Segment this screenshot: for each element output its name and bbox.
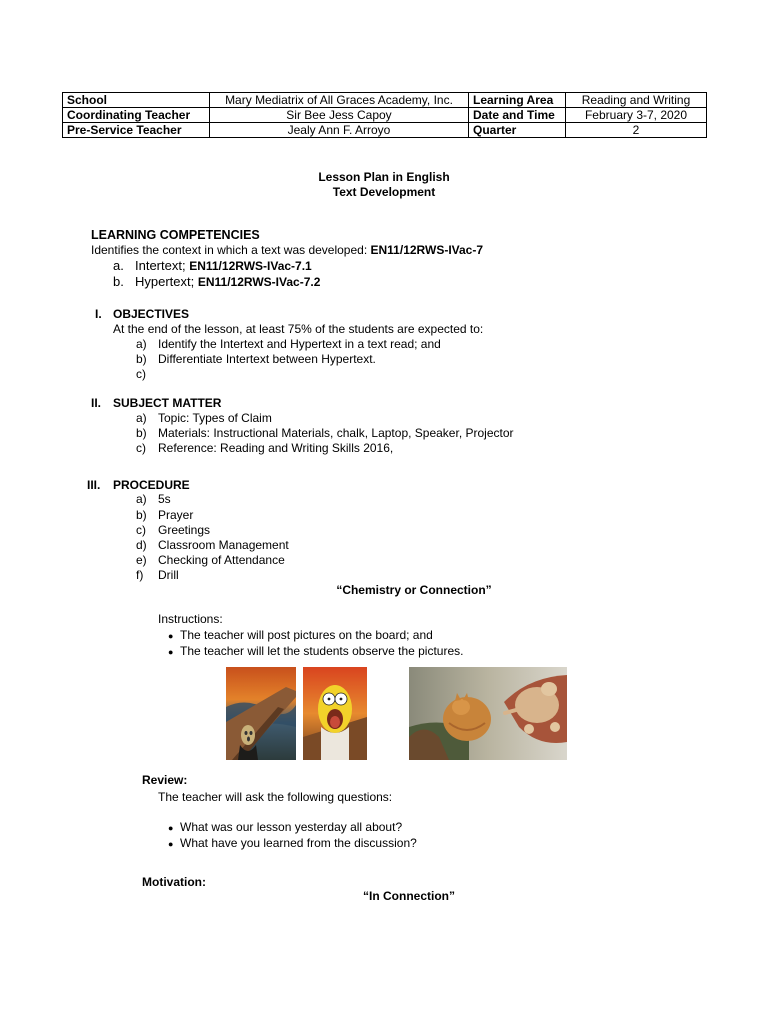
list-marker: a) (136, 337, 147, 351)
table-cell-label: Date and Time (469, 108, 566, 123)
list-item (136, 411, 272, 426)
list-item (136, 492, 171, 507)
review-heading: Review: (142, 773, 188, 787)
the-scream-painting (226, 667, 296, 760)
bullet-icon: ● (168, 839, 174, 849)
list-item-text: Identify the Intertext and Hypertext in a text read; and (158, 337, 441, 351)
list-marker: a. (113, 258, 124, 273)
motivation-heading: Motivation: (142, 875, 206, 889)
creation-parody-image (409, 667, 567, 760)
list-item (168, 628, 433, 644)
list-item (136, 352, 376, 367)
list-item (136, 426, 514, 441)
list-marker: a) (136, 411, 147, 425)
review-intro: The teacher will ask the following questions: (158, 790, 393, 804)
list-marker: b. (113, 274, 124, 289)
competency-code: EN11/12RWS-IVac-7.2 (197, 275, 321, 289)
list-item (113, 274, 320, 290)
list-item (136, 337, 441, 352)
creation-of-adam-cat-parody (409, 667, 567, 760)
list-marker: b) (136, 352, 147, 366)
list-item-text: Checking of Attendance (158, 553, 285, 567)
list-item-text: Differentiate Intertext between Hypertext. (158, 352, 376, 366)
competency-code: EN11/12RWS-IVac-7.1 (189, 259, 312, 273)
list-marker: b) (136, 426, 147, 440)
list-marker: d) (136, 538, 147, 552)
list-item-text: Classroom Management (158, 538, 289, 552)
section-numeral: III. (87, 478, 101, 492)
competencies-intro-text: Identifies the context in which a text was developed: (91, 243, 371, 257)
list-item (136, 523, 210, 538)
list-item-text: Materials: Instructional Materials, chalk, Laptop, Speaker, Projector (158, 426, 514, 440)
activity-title: “Chemistry or Connection” (336, 583, 492, 597)
document-title: Lesson Plan in English (318, 170, 450, 184)
bullet-icon: ● (168, 823, 174, 833)
list-item-text: Reference: Reading and Writing Skills 2016, (158, 441, 394, 455)
list-item (136, 553, 285, 568)
list-item (168, 820, 402, 836)
list-marker: a) (136, 492, 147, 506)
list-marker: f) (136, 568, 144, 582)
list-item-text: Drill (158, 568, 179, 582)
list-item-text: Intertext; (135, 258, 190, 273)
competencies-intro-code: EN11/12RWS-IVac-7 (370, 243, 484, 257)
table-cell-value: Sir Bee Jess Capoy (210, 108, 469, 123)
list-item (136, 441, 393, 456)
scream-image (226, 667, 296, 760)
list-item-text: The teacher will let the students observe the pictures. (180, 644, 464, 658)
instructions-label: Instructions: (158, 612, 223, 626)
list-marker: b) (136, 508, 147, 522)
bullet-icon: ● (168, 631, 174, 641)
list-item-text: What was our lesson yesterday all about? (180, 820, 403, 834)
list-item-text: Topic: Types of Claim (158, 411, 272, 425)
list-marker: c) (136, 441, 146, 455)
objectives-intro: At the end of the lesson, at least 75% of the students are expected to: (113, 322, 484, 336)
table-cell-value: Jealy Ann F. Arroyo (210, 123, 469, 138)
table-row (63, 108, 707, 123)
list-item-text: 5s (158, 492, 171, 506)
list-item (136, 508, 193, 523)
objectives-heading: OBJECTIVES (113, 307, 190, 321)
list-item-text: The teacher will post pictures on the board; and (180, 628, 433, 642)
table-cell-label: Learning Area (469, 93, 566, 108)
list-item-text: Hypertext; (135, 274, 198, 289)
list-item-text: Prayer (158, 508, 194, 522)
table-cell-label: School (63, 93, 210, 108)
list-marker: c) (136, 523, 146, 537)
competencies-intro (91, 243, 483, 258)
list-item (168, 836, 417, 852)
table-cell-value: February 3-7, 2020 (566, 108, 707, 123)
table-cell-label: Coordinating Teacher (63, 108, 210, 123)
table-cell-label: Quarter (469, 123, 566, 138)
subject-matter-heading: SUBJECT MATTER (113, 396, 222, 410)
list-item (136, 568, 179, 583)
section-numeral: I. (95, 307, 102, 321)
list-item (136, 538, 289, 553)
procedure-heading: PROCEDURE (113, 478, 190, 492)
list-marker: e) (136, 553, 147, 567)
motivation-activity-title: “In Connection” (363, 889, 455, 903)
list-item (136, 367, 158, 382)
table-row (63, 93, 707, 108)
section-numeral: II. (91, 396, 102, 410)
list-item-text: What have you learned from the discussion? (180, 836, 417, 850)
list-marker: c) (136, 367, 146, 381)
homer-scream-parody (303, 667, 367, 760)
competencies-heading: LEARNING COMPETENCIES (91, 228, 260, 242)
table-cell-value: Mary Mediatrix of All Graces Academy, Inc. (210, 93, 469, 108)
list-item (168, 644, 463, 660)
table-row (63, 123, 707, 138)
homer-scream-image (303, 667, 367, 760)
table-cell-label: Pre-Service Teacher (63, 123, 210, 138)
bullet-icon: ● (168, 647, 174, 657)
document-subtitle: Text Development (332, 185, 436, 199)
table-cell-value: Reading and Writing (566, 93, 707, 108)
list-item-text: Greetings (158, 523, 211, 537)
school-info-table (62, 92, 707, 138)
list-item (113, 258, 312, 274)
table-cell-value: 2 (566, 123, 707, 138)
